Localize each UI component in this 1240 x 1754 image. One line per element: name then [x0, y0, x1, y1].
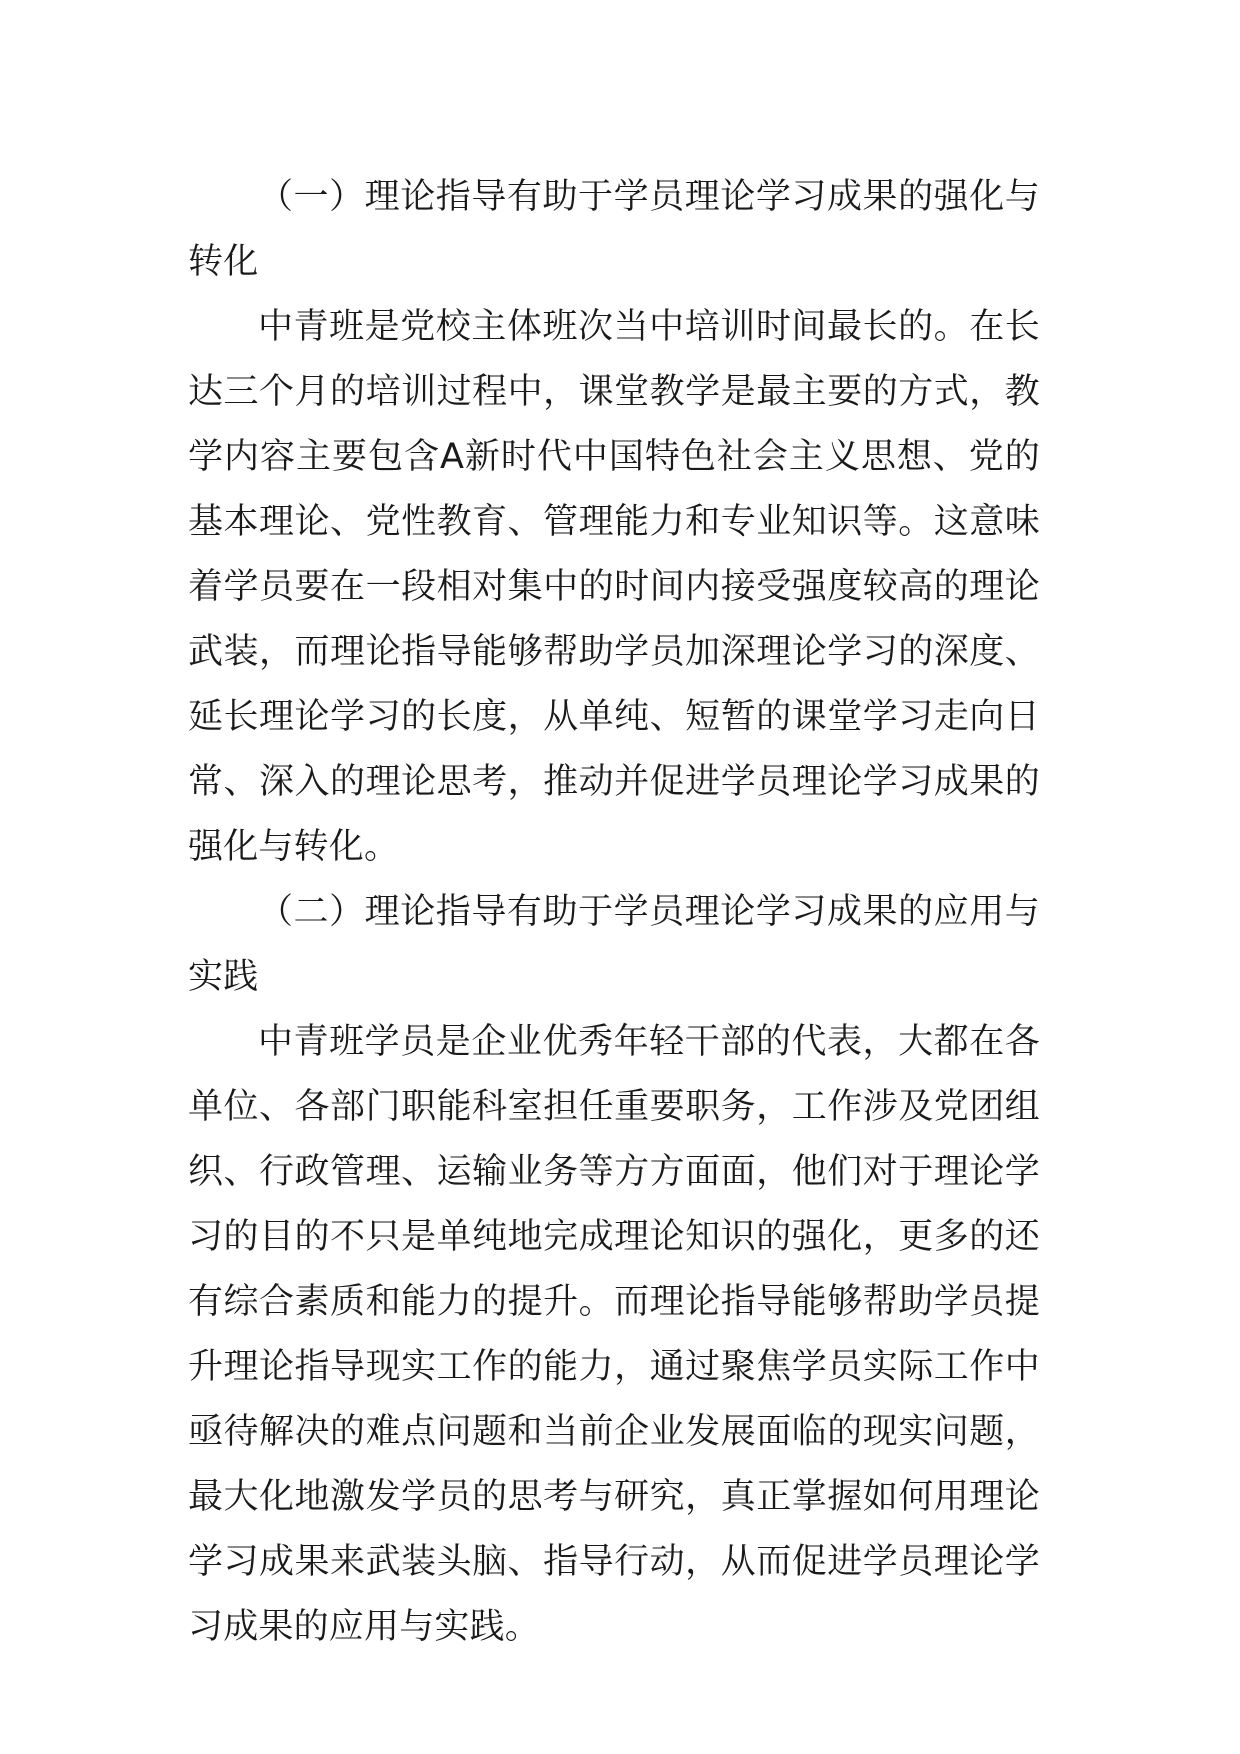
- section-heading-1: （一）理论指导有助于学员理论学习成果的强化与转化: [188, 177, 1040, 282]
- body-paragraph-2: 中青班学员是企业优秀年轻干部的代表，大都在各单位、各部门职能科室担任重要职务，工作涉及党团组织、行政管理、运输业务等方方面面，他们对于理论学习的目的不只是单纯地完成理论知识的强化，更多的还有综合素质和能力的提升。而理论指导能够帮助学员提升理论指导现实工作的能力，通过聚焦学员实际工作中亟待解决的难点问题和当前企业发展面临的现实问题，最大化地激发学员的思考与研究，真正掌握如何用理论学习成果来武装头脑、指导行动，从而促进学员理论学习成果的应用与实践。: [188, 1022, 1040, 1647]
- section-heading-2: （二）理论指导有助于学员理论学习成果的应用与实践: [188, 892, 1040, 997]
- document-body: [188, 165, 1040, 1660]
- body-paragraph-1: 中青班是党校主体班次当中培训时间最长的。在长达三个月的培训过程中，课堂教学是最主要的方式，教学内容主要包含A新时代中国特色社会主义思想、党的基本理论、党性教育、管理能力和专业知识等。这意味着学员要在一段相对集中的时间内接受强度较高的理论武装，而理论指导能够帮助学员加深理论学习的深度、延长理论学习的长度，从单纯、短暂的课堂学习走向日常、深入的理论思考，推动并促进学员理论学习成果的强化与转化。: [188, 307, 1040, 867]
